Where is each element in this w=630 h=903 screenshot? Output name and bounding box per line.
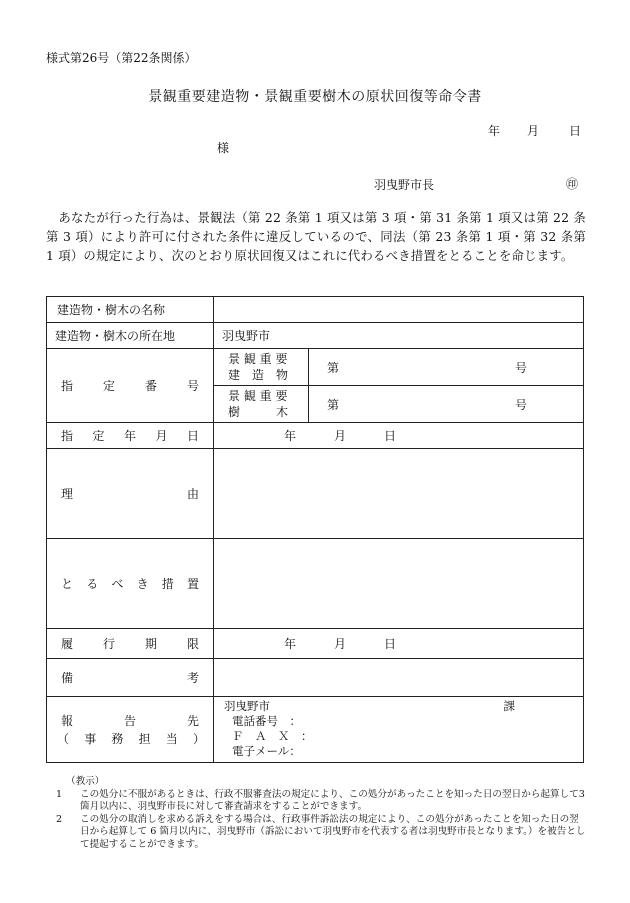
table-row: [47, 423, 584, 449]
table-row: [47, 323, 584, 349]
deadline-field[interactable]: 年 月 日: [214, 629, 584, 659]
order-body-text: [46, 208, 586, 265]
report-to-field[interactable]: [214, 697, 584, 763]
table-row: [47, 629, 584, 659]
measures-field[interactable]: [214, 539, 584, 629]
table-row: [47, 539, 584, 629]
location-label: 建造物・樹木の所在地: [47, 323, 214, 349]
document-title: 景観重要建造物・景観重要樹木の原状回復等命令書: [148, 89, 482, 105]
form-number: 様式第26号（第22条関係）: [46, 51, 197, 65]
order-paragraph: あなたが行った行為は、景観法（第 22 条第 1 項又は第 3 項・第 31 条第 1 項又は第 22 条第 3 項）により許可に付された条件に違反しているので、同法（第 23 条第 1 項・第 32 条第 1 項）の規定により、次のとおり原状回復又はこれに代わるべき措置をとることを命じます。: [46, 210, 586, 263]
location-value-field[interactable]: 羽曳野市: [214, 323, 584, 349]
table-row: [47, 659, 584, 697]
name-value-field[interactable]: [214, 297, 584, 323]
designation-number-label: 指 定 番 号: [47, 349, 214, 423]
notes-heading: （教示）: [66, 776, 105, 787]
measures-label: と る べ き 措 置: [47, 539, 214, 629]
name-label: 建造物・樹木の名称: [47, 297, 214, 323]
remarks-label: 備 考: [47, 659, 214, 697]
instruction-notes: [56, 776, 586, 851]
reason-label: 理 由: [47, 449, 214, 539]
table-row: [47, 449, 584, 539]
tree-number-field[interactable]: 第 号: [309, 386, 584, 423]
deadline-label: 履 行 期 限: [47, 629, 214, 659]
report-email: 電子メール：: [232, 744, 301, 758]
issuer-name: 羽曳野市長: [374, 178, 435, 192]
table-row: [47, 297, 584, 323]
order-details-table: [46, 296, 584, 763]
date-day-label: 日: [569, 124, 582, 138]
date-year-label: 年: [488, 124, 501, 138]
remarks-field[interactable]: [214, 659, 584, 697]
designation-date-field[interactable]: 年 月 日: [214, 423, 584, 449]
report-city: 羽曳野市: [224, 699, 270, 713]
reason-field[interactable]: [214, 449, 584, 539]
building-type-label: 景 観 重 要 建 造 物: [214, 349, 309, 386]
building-number-field[interactable]: 第 号: [309, 349, 584, 386]
table-row: [47, 349, 584, 386]
seal-mark: ㊞: [566, 177, 579, 191]
report-section: 課: [503, 699, 515, 713]
report-fax: Ｆ Ａ Ｘ ：: [232, 729, 313, 743]
note-item: 2 この処分の取消しを求める訴えをする場合は、行政事件訴訟法の規定により、この処分があったことを知った日の翌日から起算して 6 箇月以内に、羽曳野市（訴訟において羽曳野市を代表する者は羽曳野市長となります。）を被告として提起することができます。: [56, 813, 586, 850]
date-month-label: 月: [527, 124, 540, 138]
addressee-suffix: 様: [217, 141, 230, 155]
report-to-label: 報 告 先 （ 事 務 担 当 ）: [47, 697, 214, 763]
note-item: 1 この処分に不服があるときは、行政不服審査法の規定により、この処分があったことを知った日の翌日から起算して3箇月以内に、羽曳野市長に対して審査請求をすることができます。: [56, 788, 585, 812]
report-phone: 電話番号 ：: [232, 714, 301, 728]
table-row: [47, 697, 584, 763]
designation-date-label: 指 定 年 月 日: [47, 423, 214, 449]
tree-type-label: 景 観 重 要 樹 木: [214, 386, 309, 423]
